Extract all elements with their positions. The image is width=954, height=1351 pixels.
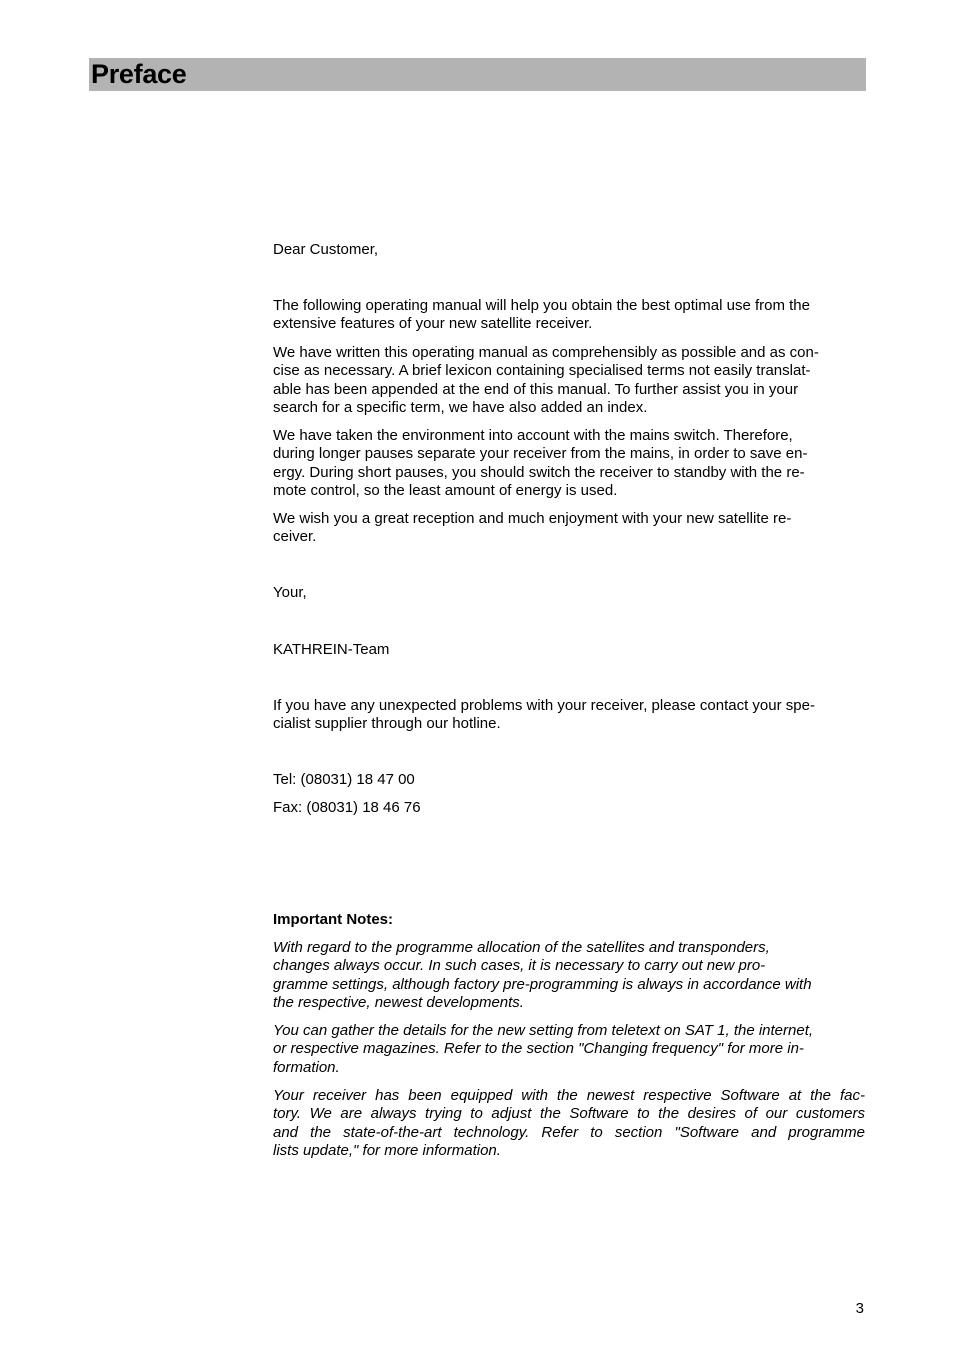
note-software — [273, 1087, 865, 1161]
fax-number: Fax: (08031) 18 46 76 — [273, 799, 421, 816]
text-line: You can gather the details for the new setting from teletext on SAT 1, the internet, — [273, 1022, 814, 1039]
text-line: mote control, so the least amount of energy is used. — [273, 482, 618, 500]
note-new-settings — [273, 1022, 865, 1077]
heading-bar — [89, 58, 866, 91]
note-programme-allocation — [273, 939, 865, 1013]
text-line: able has been appended at the end of this manual. To further assist you in your — [273, 380, 799, 398]
notes-heading: Important Notes: — [273, 911, 393, 928]
text-line: The following operating manual will help you obtain the best optimal use from the — [273, 297, 810, 314]
manual-paragraph — [273, 344, 865, 418]
text-line: Your receiver has been equipped with the newest respective Software at the fac- — [273, 1087, 865, 1104]
text-line: We have written this operating manual as comprehensibly as possible and as con- — [273, 344, 819, 361]
text-line: changes always occur. In such cases, it is necessary to carry out new pro- — [273, 957, 766, 975]
telephone-number: Tel: (08031) 18 47 00 — [273, 771, 415, 788]
hotline-paragraph — [273, 697, 865, 734]
text-line: or respective magazines. Refer to the section "Changing frequency" for more in- — [273, 1040, 804, 1058]
text-line: the respective, newest developments. — [273, 994, 524, 1012]
signature: KATHREIN-Team — [273, 641, 390, 658]
text-line: cise as necessary. A brief lexicon containing specialised terms not easily translat- — [273, 362, 811, 380]
text-line: If you have any unexpected problems with your receiver, please contact your spe- — [273, 697, 815, 714]
text-line: We have taken the environment into account with the mains switch. Therefore, — [273, 427, 793, 444]
text-line: cialist supplier through our hotline. — [273, 715, 501, 733]
intro-paragraph — [273, 297, 865, 334]
text-line: tory. We are always trying to adjust the Software to the desires of our customers — [273, 1105, 865, 1123]
text-line: formation. — [273, 1058, 340, 1076]
environment-paragraph — [273, 427, 865, 501]
text-line: ergy. During short pauses, you should switch the receiver to standby with the re- — [273, 463, 805, 481]
text-line: during longer pauses separate your receiver from the mains, in order to save en- — [273, 445, 808, 463]
text-line: lists update," for more information. — [273, 1142, 501, 1160]
page-number: 3 — [855, 1300, 864, 1317]
page-title: Preface — [91, 59, 187, 89]
text-line: extensive features of your new satellite receiver. — [273, 315, 593, 333]
text-line: We wish you a great reception and much enjoyment with your new satellite re- — [273, 510, 792, 527]
text-line: and the state-of-the-art technology. Refer to section "Software and programme — [273, 1123, 865, 1141]
text-line: gramme settings, although factory pre-programming is always in accordance with — [273, 975, 812, 993]
text-line: ceiver. — [273, 528, 317, 546]
text-line: search for a specific term, we have also added an index. — [273, 399, 648, 417]
closing: Your, — [273, 584, 307, 601]
text-line: With regard to the programme allocation of the satellites and transponders, — [273, 939, 770, 956]
wishes-paragraph — [273, 510, 865, 547]
salutation: Dear Customer, — [273, 241, 379, 258]
